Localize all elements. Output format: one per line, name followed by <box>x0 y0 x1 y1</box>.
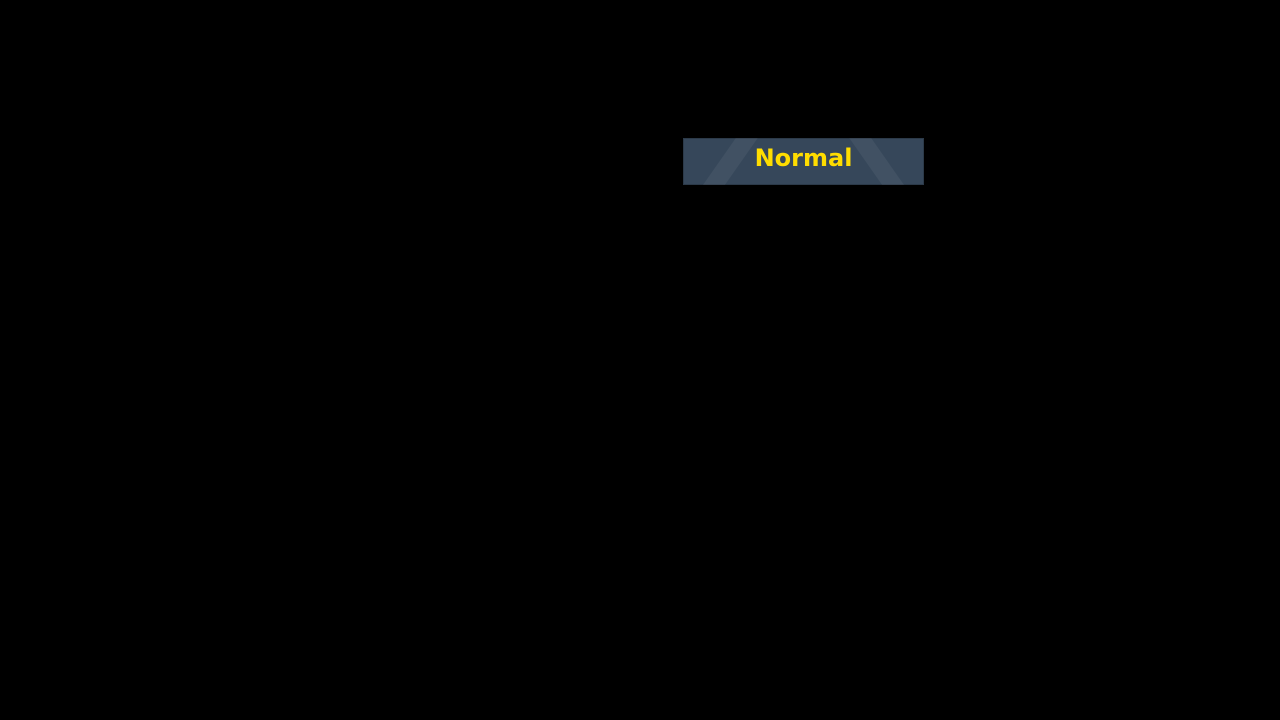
right-sheen-decoration <box>842 138 912 185</box>
selector-label: Normal <box>754 143 853 172</box>
difficulty-selector[interactable] <box>683 138 924 185</box>
